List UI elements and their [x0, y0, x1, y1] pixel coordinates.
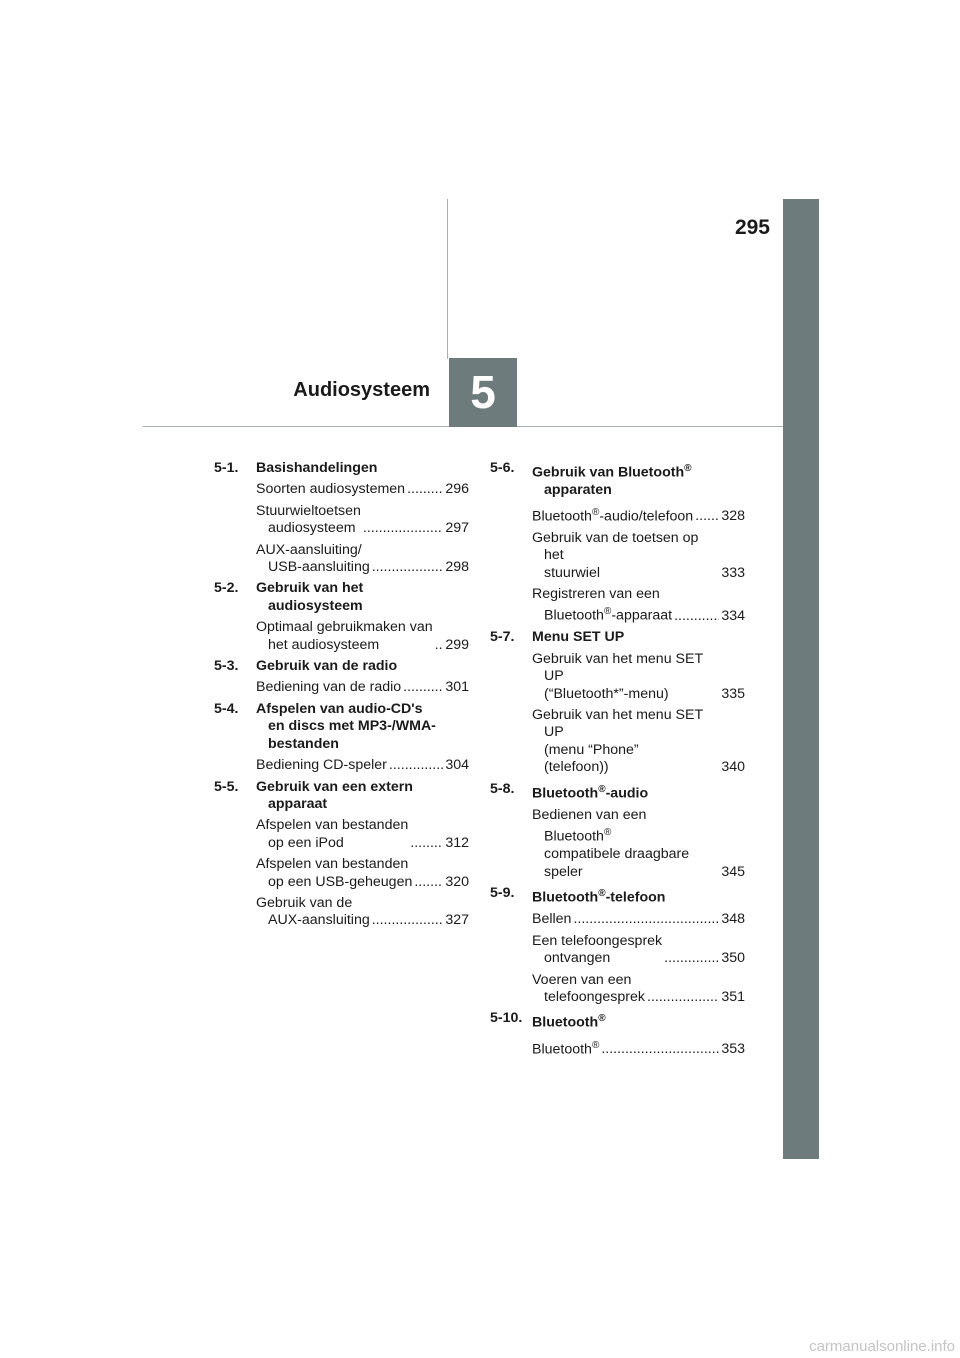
toc-entry[interactable]: [532, 586, 745, 626]
entry-title: Gebruik van het menu SET UP (menu “Phone” (telefoon)): [532, 707, 703, 776]
entry-title: Bluetooth®-audio/telefoon: [532, 506, 694, 525]
toc-entry[interactable]: [256, 679, 469, 696]
toc-entry[interactable]: [532, 972, 745, 1007]
entry-title: Gebruik van het menu SET UP (“Bluetooth*”-menu): [532, 650, 703, 702]
toc-entry[interactable]: [256, 619, 469, 654]
section-number: 5-10.: [490, 1010, 523, 1027]
dot-leader: [363, 520, 443, 537]
toc-entry[interactable]: [256, 542, 469, 577]
toc-section: [214, 580, 469, 654]
toc-entry[interactable]: [256, 856, 469, 891]
entry-page-number: 296: [445, 481, 469, 498]
section-heading[interactable]: [214, 658, 469, 675]
dot-leader: [414, 874, 443, 891]
toc-section: [214, 658, 469, 697]
entry-title: AUX-aansluiting/ USB-aansluiting: [256, 541, 370, 576]
entry-page-number: 333: [721, 564, 745, 581]
dot-leader: [695, 508, 719, 525]
toc-entry[interactable]: [532, 1037, 745, 1059]
dot-leader: [372, 912, 444, 929]
entry-title: Bediening van de radio: [256, 679, 402, 696]
toc-section: [214, 779, 469, 930]
section-heading[interactable]: [490, 781, 745, 803]
dot-leader: [435, 637, 444, 654]
dot-leader: [664, 950, 719, 967]
section-title: Gebruik van Bluetooth® apparaten: [532, 463, 692, 499]
section-number: 5-8.: [490, 780, 515, 797]
section-heading[interactable]: [214, 460, 469, 477]
section-title: Gebruik van een extern apparaat: [256, 778, 413, 812]
toc-entry[interactable]: [532, 911, 745, 928]
section-title: Gebruik van de radio: [256, 658, 398, 675]
entry-page-number: 340: [721, 759, 745, 776]
section-heading[interactable]: [214, 779, 469, 814]
toc-entry[interactable]: [532, 707, 745, 777]
entry-page-number: 298: [445, 559, 469, 576]
entry-page-number: 320: [445, 873, 469, 890]
dot-leader: [674, 608, 719, 625]
toc-left-column: [214, 460, 469, 934]
section-title: Basishandelingen: [256, 460, 378, 476]
toc-section: [490, 1010, 745, 1058]
entry-title: Soorten audiosystemen: [256, 481, 406, 498]
chapter-side-tab: [783, 199, 819, 1159]
section-title: Gebruik van het audiosysteem: [256, 580, 364, 614]
entry-title: Bellen: [532, 911, 572, 928]
entry-title: Bedienen van een Bluetooth® compatibele draagbare speler: [532, 806, 690, 880]
footer-watermark: carmanualsonline.info: [809, 1338, 955, 1355]
section-number: 5-4.: [214, 700, 239, 717]
entry-page-number: 353: [721, 1041, 745, 1058]
entry-page-number: 350: [721, 950, 745, 967]
entry-title: Afspelen van bestanden op een USB-geheugen: [256, 856, 413, 890]
section-heading[interactable]: [490, 629, 745, 646]
entry-title: Bediening CD-speler: [256, 757, 387, 774]
toc-entry[interactable]: [532, 807, 745, 881]
toc-section: [214, 460, 469, 576]
section-heading[interactable]: [490, 885, 745, 907]
section-number: 5-7.: [490, 629, 515, 646]
entry-page-number: 328: [721, 508, 745, 525]
toc-section: [214, 701, 469, 775]
toc-entry[interactable]: [256, 481, 469, 498]
section-number: 5-2.: [214, 580, 239, 597]
toc-entry[interactable]: [256, 895, 469, 930]
entry-title: Stuurwieltoetsen audiosysteem: [256, 502, 361, 537]
toc-entry[interactable]: [532, 933, 745, 968]
entry-title: Een telefoongesprek ontvangen: [532, 932, 663, 967]
entry-title: Afspelen van bestanden op een iPod: [256, 817, 409, 851]
entry-page-number: 327: [445, 912, 469, 929]
dot-leader: [389, 757, 443, 774]
chapter-number-box: 5: [449, 358, 517, 427]
section-number: 5-6.: [490, 460, 515, 476]
toc-entry[interactable]: [532, 651, 745, 703]
section-title: Bluetooth®: [532, 1013, 606, 1032]
dot-leader: [403, 679, 443, 696]
dot-leader: [573, 911, 719, 928]
section-number: 5-3.: [214, 658, 239, 675]
section-heading[interactable]: [490, 460, 745, 500]
section-title: Bluetooth®-audio: [532, 783, 649, 802]
section-heading[interactable]: [214, 701, 469, 753]
dot-leader: [410, 835, 443, 852]
toc-section: [490, 460, 745, 625]
section-number: 5-5.: [214, 778, 239, 795]
dot-leader: [601, 1041, 719, 1058]
toc-entry[interactable]: [256, 503, 469, 538]
toc-entry[interactable]: [532, 530, 745, 582]
section-title: Menu SET UP: [532, 629, 625, 646]
vertical-divider: [447, 199, 448, 359]
dot-leader: [647, 989, 719, 1006]
dot-leader: [372, 559, 444, 576]
entry-page-number: 334: [721, 608, 745, 625]
entry-title: Bluetooth®: [532, 1039, 600, 1058]
section-heading[interactable]: [214, 580, 469, 615]
entry-page-number: 348: [721, 911, 745, 928]
entry-page-number: 312: [445, 834, 469, 851]
toc-entry[interactable]: [256, 817, 469, 852]
entry-title: Registreren van een Bluetooth®-apparaat: [532, 585, 673, 625]
toc-entry[interactable]: [532, 504, 745, 526]
section-number: 5-1.: [214, 460, 239, 476]
dot-leader: [407, 481, 443, 498]
toc-section: [490, 781, 745, 882]
entry-page-number: 299: [445, 636, 469, 653]
toc-section: [490, 629, 745, 776]
entry-title: Gebruik van de AUX-aansluiting: [256, 894, 370, 929]
section-heading[interactable]: [490, 1010, 745, 1032]
entry-title: Gebruik van de toetsen op het stuurwiel: [532, 529, 699, 581]
toc-entry[interactable]: [256, 757, 469, 774]
page-number: 295: [734, 216, 770, 239]
section-title: Bluetooth®-telefoon: [532, 888, 666, 906]
entry-page-number: 301: [445, 679, 469, 696]
toc-right-column: [490, 460, 745, 1063]
section-title: Afspelen van audio-CD's en discs met MP3-/WMA- bestanden: [256, 700, 436, 752]
chapter-title: Audiosysteem: [293, 379, 430, 401]
entry-page-number: 345: [721, 863, 745, 880]
entry-page-number: 304: [445, 757, 469, 774]
section-number: 5-9.: [490, 885, 515, 902]
entry-page-number: 351: [721, 988, 745, 1005]
entry-page-number: 335: [721, 685, 745, 702]
entry-page-number: 297: [445, 520, 469, 537]
entry-title: Voeren van een telefoongesprek: [532, 971, 645, 1005]
toc-section: [490, 885, 745, 1006]
entry-title: Optimaal gebruikmaken van het audiosysteem: [256, 619, 433, 653]
